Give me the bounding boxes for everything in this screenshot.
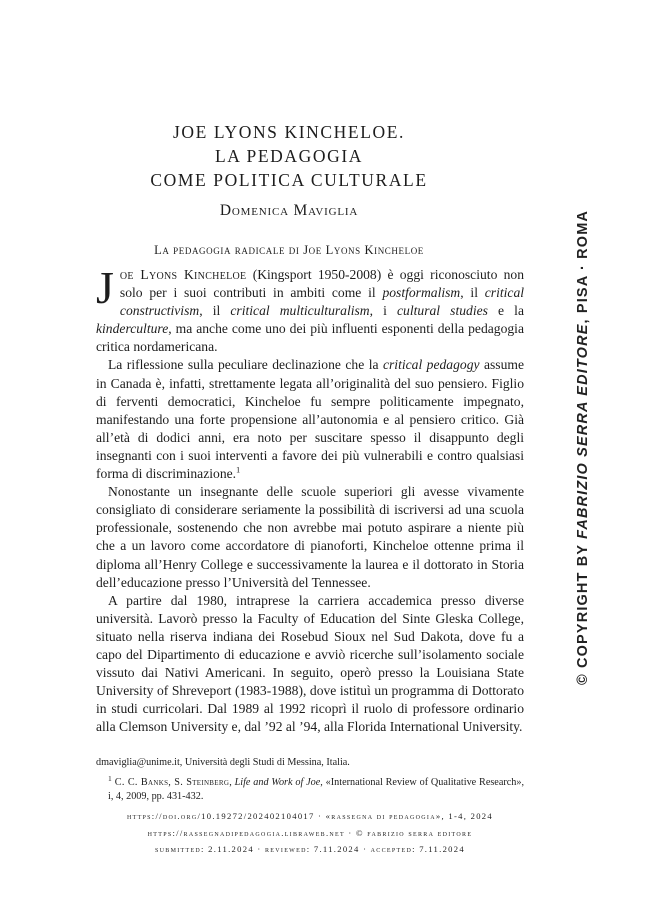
paragraph-text: , il xyxy=(460,285,485,301)
italic-term: kinderculture xyxy=(96,321,169,337)
title-line-2: LA PEDAGOGIA xyxy=(214,146,363,166)
paragraph-3: Nonostante un insegnante delle scuole superiori gli avesse vivamente consigliato di considerare seriamente la possibilità di iscriversi ad una scuola professionale, sostenendo che non avrebbe mai potuto aspirare a niente più che a un lavoro come accordatore di pianoforti, Kincheloe ottenne prima il diploma all’Henry College e successivamente la laurea e il dottorato in Storia dell’educazione presso l’Università del Tennessee. xyxy=(96,484,524,590)
subject-name: oe Lyons Kincheloe xyxy=(119,267,247,282)
copyright-suffix: , PISA · ROMA xyxy=(575,209,591,324)
paragraph-text: e la xyxy=(487,303,524,319)
footnote-authors: C. C. Banks, S. Steinberg xyxy=(114,777,230,788)
italic-term: critical constructivism xyxy=(119,285,525,319)
footnote-text: , «International Review of Qualitative Research», i, 4, 2009, pp. 431-432. xyxy=(108,777,524,802)
colophon xyxy=(96,808,524,858)
article-title xyxy=(96,120,482,192)
italic-term: cultural studies xyxy=(397,303,488,319)
journal-url-line[interactable]: https://rassegnadipedagogia.libraweb.net · © fabrizio serra editore xyxy=(147,827,473,838)
paragraph-2 xyxy=(96,356,524,483)
title-line-3: COME POLITICA CULTURALE xyxy=(150,170,428,190)
footnote-separator: , xyxy=(229,777,235,788)
doi-line[interactable]: https://doi.org/10.19272/202402104017 · «rassegna di pedagogia», 1-4, 2024 xyxy=(126,811,494,821)
italic-term: postformalism xyxy=(382,285,461,301)
submission-dates: submitted: 2.11.2024 · reviewed: 7.11.2024 · accepted: 7.11.2024 xyxy=(155,844,465,854)
article-body xyxy=(96,262,525,736)
paragraph-text: , il xyxy=(199,303,231,319)
paragraph-4: A partire dal 1980, intraprese la carriera accademica presso diverse università. Lavorò presso la Faculty of Education del Sinte Gleska College, situato nella riserva indiana dei Rosebud Sioux nel Sud Dakota, dove fu a capo del Dipartimento di educazione e avviò ricerche sull’isolamento sociale vissuto dai Nativi Americani. In seguito, operò presso la Louisiana State University of Shreveport (1983-1988), dove istituì un programma di Dottorato in studi curricolari. Dal 1989 al 1992 ricoprì il ruolo di professore ordinario alla Clemson University e, dal ’92 al ’94, alla Florida International University. xyxy=(96,592,524,735)
paragraph-text: , ma anche come uno dei più influenti esponenti della pedagogia critica nordamericana. xyxy=(96,321,524,355)
italic-term: critical pedagogy xyxy=(382,357,480,373)
paragraph-1 xyxy=(96,262,525,356)
paragraph-text: La riflessione sulla peculiare declinazione che la xyxy=(108,357,383,373)
copyright-publisher: FABRIZIO SERRA EDITORE xyxy=(575,323,591,539)
author-affiliation: dmaviglia@unime.it, Università degli Studi di Messina, Italia. xyxy=(96,757,350,768)
footnote-1 xyxy=(108,773,524,804)
footnote-reference[interactable]: 1 xyxy=(236,464,241,475)
footnotes xyxy=(96,756,524,810)
title-line-1: JOE LYONS KINCHELOE. xyxy=(173,122,405,142)
author-name: Domenica Maviglia xyxy=(219,202,359,219)
italic-term: critical multiculturalism xyxy=(230,303,370,319)
paragraph-text: (Kingsport 1950-2008) è oggi riconosciuto non solo per i suoi contributi in ambiti come il xyxy=(119,267,524,301)
drop-cap: J xyxy=(96,262,114,313)
footnote-number: 1 xyxy=(108,773,112,783)
paragraph-text: , i xyxy=(369,303,398,319)
footnote-work-title: Life and Work of Joe xyxy=(234,777,321,788)
paragraph-text: assume in Canada è, infatti, strettamente legata all’originalità del suo pensiero. Figlio di ferventi democratici, Kincheloe fu sempre politicamente impegnato, manifestando una forte propensione all’autonomia e al pensiero critico. Già all’età di dodici anni, era noto per suscitare spesso il disappunto degli insegnanti con i suoi interventi a favore dei più vulnerabili e contro qualsiasi forma di discriminazione. xyxy=(96,357,524,482)
section-title: La pedagogia radicale di Joe Lyons Kincheloe xyxy=(154,243,424,257)
copyright-notice xyxy=(574,209,592,685)
copyright-prefix: © COPYRIGHT BY xyxy=(575,538,591,685)
